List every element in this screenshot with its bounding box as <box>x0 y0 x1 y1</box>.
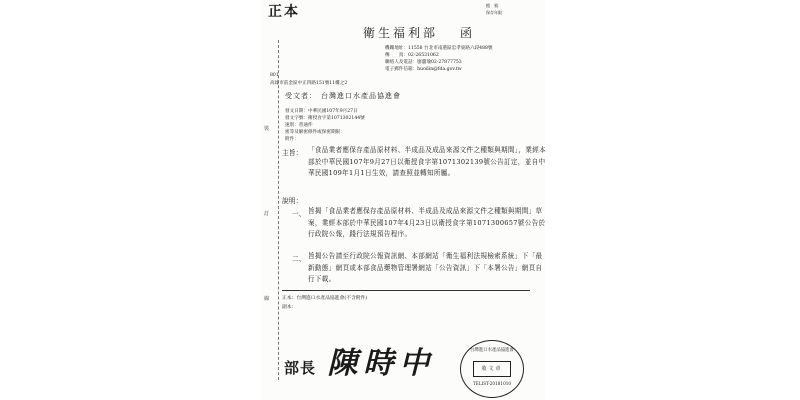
subject-text: 「食品業者應保存產品原材料、半成品及成品來源文件之種類與期間」，業經本部於中華民國107年9月27日以衛授食字第1071302139號公告訂定，並自中華民國109年1月1日生效，請查照並轉知所屬。 <box>308 146 546 177</box>
recipient-name: 台灣進口水產品協進會 <box>321 92 401 100</box>
recipient-label: 受文者： <box>285 92 317 100</box>
cc-original <box>282 294 367 301</box>
sender-contact: 聯絡人及電話：廖蕙瑜02-27877753 <box>385 60 462 65</box>
confidentiality: 密等及解密條件或保密期限： <box>285 130 345 135</box>
file-number-label: 檔 號： <box>486 3 502 8</box>
cc-original-label: 正本： <box>282 296 297 301</box>
document-title <box>363 24 475 41</box>
gutter-mark: 訂 <box>264 211 270 217</box>
cc-copy-label: 副本： <box>282 305 297 310</box>
item-number: 二、 <box>292 255 306 263</box>
agency-name: 衛生福利部 <box>363 26 439 40</box>
divider <box>282 290 530 291</box>
document-number: 發文字號：衛授食字第1071302144號 <box>285 116 365 121</box>
gutter-mark: 線 <box>264 296 270 302</box>
stamp-center: 收文章 <box>473 361 511 377</box>
cc-copy <box>282 303 296 310</box>
issue-date: 發文日期：中華民國107年9月27日 <box>285 109 358 114</box>
explanation-item: 旨揭「食品業者應保存產品原材料、半成品及成品來源文件之種類與期間」草案，業經本部於中華民國107年4月23日以衛授食字第1071300657號公告於行政院公報，踐行法規預告程序。 <box>308 207 546 238</box>
subject-label: 主旨： <box>282 149 303 157</box>
minister-name: 陳時中 <box>327 346 436 381</box>
binding-line <box>278 40 279 380</box>
explanation-label: 說明： <box>282 197 303 205</box>
recipient-address: 高雄市前金區中正四路151號11樓之2 <box>270 81 348 86</box>
stamp-number: TELIST-20181010 <box>472 381 512 386</box>
minister-title: 部長 <box>284 359 317 377</box>
urgency: 速別：普通件 <box>285 123 313 128</box>
recipient-line <box>285 91 401 101</box>
retention-label: 保存年限： <box>486 10 506 15</box>
explanation-item: 旨揭公告請至行政院公報資訊網、本部網站「衛生福利法規檢索系統」下「最新動態」網頁或本部食品藥物管理署網站「公告資訊」下「本署公告」網頁自行下載。 <box>308 252 543 283</box>
sender-fax: 傳 真：02-26531062 <box>385 53 439 58</box>
document-info <box>285 108 365 143</box>
gutter-mark: 裝 <box>264 126 270 132</box>
sender-address: 機關地址：11558 台北市南港區忠孝東路六段488號 <box>385 46 493 51</box>
receipt-stamp <box>460 340 524 398</box>
document-type: 函 <box>460 26 476 40</box>
sender-email: 電子郵件信箱：huoilin@fda.gov.tw <box>385 67 462 72</box>
signature <box>284 338 435 382</box>
item-number: 一、 <box>292 210 306 218</box>
postal-code: 801 <box>270 73 279 78</box>
cc-original-text: 台灣進口水產品協進會(不含附件) <box>296 296 368 301</box>
sender-info <box>385 45 493 73</box>
copy-mark: 正本 <box>268 4 300 20</box>
attachment: 附件： <box>285 137 299 142</box>
stamp-org: 台灣進口水產品協進會 <box>470 348 514 353</box>
